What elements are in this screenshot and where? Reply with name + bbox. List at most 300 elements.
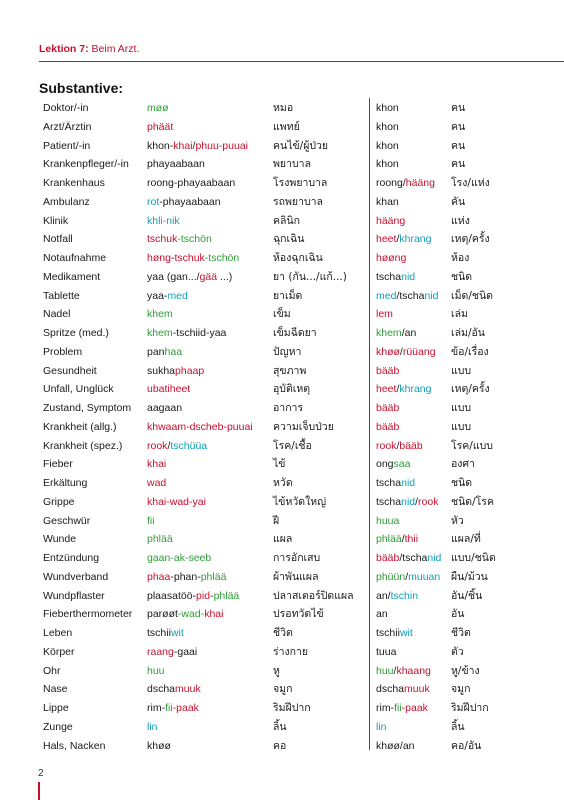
word-segment: sukha [147, 364, 176, 377]
page-marker [38, 782, 40, 800]
thai-term: แพทย์ [273, 120, 300, 133]
german-term: Gesundheit [43, 364, 97, 377]
thai-term: เข็ม [273, 308, 291, 321]
classifier-thai: ชนิด [451, 270, 473, 283]
classifier-thai: ชีวิต [451, 627, 471, 639]
word-segment: bääb [399, 439, 423, 452]
transliteration [147, 737, 171, 756]
classifier-thai: แห่ง [451, 214, 470, 227]
vocab-row [43, 530, 558, 549]
word-segment: pan [147, 345, 165, 358]
word-segment: / [393, 664, 397, 677]
german-term: Notfall [43, 233, 73, 246]
thai-term: โรค/เชื้อ [273, 439, 312, 452]
word-segment: rot [147, 195, 160, 208]
word-segment: khai [147, 458, 167, 471]
word-segment: tscha [376, 495, 402, 508]
word-segment: fii [394, 702, 402, 714]
classifier-thai: แบบ [451, 402, 472, 414]
classifier-transliteration [376, 380, 431, 399]
word-segment: khem [376, 327, 402, 339]
classifier-thai: องศา [451, 458, 475, 471]
classifier-thai: โรค/แบบ [451, 439, 493, 452]
word-segment: -tschön [204, 252, 240, 264]
word-segment: wad [147, 477, 167, 489]
transliteration [147, 493, 206, 512]
vocab-row [43, 512, 558, 531]
word-segment: raang [147, 645, 174, 658]
classifier-transliteration [376, 493, 438, 512]
word-segment: khon [376, 139, 399, 152]
word-segment: / [402, 177, 406, 189]
classifier-thai: อัน [451, 608, 465, 621]
vocab-row [43, 343, 558, 362]
word-segment: bääb [376, 420, 400, 433]
word-segment: khrang [399, 383, 432, 396]
vocab-row [43, 455, 558, 474]
classifier-transliteration [376, 230, 431, 249]
word-segment: høng [147, 252, 171, 264]
german-term: Unfall, Unglück [43, 383, 114, 396]
german-term: Krankenhaus [43, 177, 105, 189]
word-segment: khem [147, 327, 173, 339]
classifier-transliteration [376, 474, 415, 493]
transliteration [147, 549, 211, 568]
word-segment: huua [376, 514, 400, 527]
vocab-row [43, 493, 558, 512]
word-segment: bääb [376, 364, 400, 377]
classifier-transliteration [376, 605, 388, 624]
classifier-thai: คน [451, 102, 466, 114]
word-segment: phlää [147, 533, 173, 546]
classifier-thai: แบบ [451, 420, 472, 433]
word-segment: hääng [376, 214, 406, 227]
classifier-transliteration [376, 305, 393, 324]
classifier-thai: เล่ม [451, 308, 468, 321]
transliteration [147, 380, 190, 399]
word-segment: khon [376, 120, 399, 133]
word-segment: yaa- [147, 289, 168, 302]
classifier-transliteration [376, 137, 399, 156]
word-segment: ong [376, 458, 394, 471]
german-term: Zunge [43, 720, 73, 733]
word-segment: hääng [405, 177, 435, 189]
word-segment: -paak [401, 702, 428, 714]
word-segment: nid [401, 477, 416, 489]
vocab-row [43, 624, 558, 643]
vocab-row [43, 568, 558, 587]
german-term: Doktor/-in [43, 102, 89, 114]
classifier-thai: แผล/ที่ [451, 533, 481, 546]
word-segment: nid [424, 289, 439, 302]
transliteration [147, 512, 155, 531]
vocab-row [43, 230, 558, 249]
transliteration [147, 718, 158, 737]
german-term: Hals, Nacken [43, 739, 106, 752]
thai-term: พยาบาล [273, 158, 311, 171]
classifier-transliteration [376, 287, 438, 306]
transliteration [147, 324, 226, 343]
german-term: Arzt/Ärztin [43, 120, 92, 133]
word-segment: haa [164, 345, 183, 358]
german-term: Lippe [43, 702, 69, 714]
classifier-thai: หู/ข้าง [451, 664, 480, 677]
vocab-row [43, 605, 558, 624]
transliteration [147, 418, 253, 437]
word-segment: tscha [376, 477, 402, 489]
thai-term: ริมฝีปาก [273, 702, 311, 714]
german-term: Geschwür [43, 514, 91, 527]
word-segment: /an [401, 327, 417, 339]
classifier-transliteration [376, 512, 399, 531]
word-segment: bääb [376, 552, 400, 564]
word-segment: phlää [200, 570, 227, 583]
word-segment: huu [147, 664, 165, 677]
thai-term: ลิ้น [273, 720, 287, 733]
transliteration [147, 474, 166, 493]
word-segment: -wad- [177, 608, 205, 621]
word-segment: huu [376, 664, 394, 677]
thai-term: ปลาสเตอร์ปิดแผล [273, 589, 354, 602]
classifier-transliteration [376, 212, 405, 231]
word-segment: muuan [408, 570, 441, 583]
word-segment: muuk [404, 683, 430, 696]
word-segment: / [167, 439, 171, 452]
classifier-transliteration [376, 324, 416, 343]
word-segment: / [192, 139, 196, 152]
vocab-row [43, 643, 558, 662]
word-segment: / [399, 345, 403, 358]
lesson-label: Lektion 7: [39, 43, 89, 55]
word-segment: tschuk [147, 233, 178, 246]
word-segment: wit [170, 627, 184, 639]
word-segment: /tscha [399, 552, 428, 564]
thai-term: ชีวิต [273, 627, 293, 639]
word-segment: fii [147, 514, 155, 527]
word-segment: dscha [376, 683, 405, 696]
classifier-transliteration [376, 549, 441, 568]
word-segment: phlää [213, 589, 240, 602]
word-segment: møø [147, 102, 169, 114]
transliteration [147, 230, 212, 249]
word-segment: khai [204, 608, 224, 621]
word-segment: -phan- [170, 570, 201, 583]
classifier-thai: ชนิด [451, 477, 473, 489]
word-segment: tschii [147, 627, 171, 639]
word-segment: muuk [175, 683, 201, 696]
classifier-thai: ลิ้น [451, 720, 465, 733]
vocab-row [43, 155, 558, 174]
word-segment: tschin [390, 589, 419, 602]
word-segment: phaap [175, 364, 205, 377]
word-segment: khon [376, 102, 399, 114]
classifier-thai: ข้อ/เรื่อง [451, 345, 489, 358]
transliteration [147, 268, 232, 287]
classifier-transliteration [376, 718, 387, 737]
vocab-row [43, 549, 558, 568]
classifier-thai: แบบ [451, 364, 472, 377]
transliteration [147, 99, 169, 118]
vocab-row [43, 362, 558, 381]
vocab-row [43, 680, 558, 699]
german-term: Medikament [43, 270, 101, 283]
transliteration [147, 118, 173, 137]
classifier-thai: โรง/แห่ง [451, 177, 490, 189]
classifier-thai: ห้อง [451, 252, 470, 264]
transliteration [147, 399, 182, 418]
classifier-thai: คอ/อัน [451, 739, 482, 752]
word-segment: tschüüa [170, 439, 208, 452]
german-term: Leben [43, 627, 73, 639]
vocabulary-table [43, 99, 558, 755]
classifier-thai: เหตุ/ครั้ง [451, 233, 490, 246]
thai-term: ผ้าพันแผล [273, 570, 319, 583]
classifier-thai: ริมฝีปาก [451, 702, 489, 714]
vocab-row [43, 587, 558, 606]
word-segment: yaa (gan.../ [147, 270, 200, 283]
thai-term: คอ [273, 739, 287, 752]
word-segment: khøø [147, 739, 171, 752]
word-segment: plaasatöö- [147, 589, 197, 602]
classifier-transliteration [376, 530, 418, 549]
word-segment: heet [376, 383, 397, 396]
classifier-transliteration [376, 418, 399, 437]
german-term: Körper [43, 645, 75, 658]
german-term: Ohr [43, 664, 61, 677]
vocab-row [43, 662, 558, 681]
vocab-row [43, 399, 558, 418]
transliteration [147, 605, 223, 624]
word-segment: -tschiid-yaa [172, 327, 227, 339]
thai-term: ฉุกเฉิน [273, 233, 305, 246]
header-rule [39, 61, 564, 62]
word-segment: - [170, 252, 175, 264]
thai-term: ไข้หวัดใหญ่ [273, 495, 327, 508]
transliteration [147, 455, 166, 474]
word-segment: bääb [376, 402, 400, 414]
classifier-transliteration [376, 362, 399, 381]
word-segment: khrang [399, 233, 432, 246]
classifier-transliteration [376, 155, 399, 174]
thai-term: สุขภาพ [273, 364, 307, 377]
word-segment: med [376, 289, 397, 302]
thai-term: คนไข้/ผู้ป่วย [273, 139, 329, 152]
german-term: Zustand, Symptom [43, 402, 132, 414]
german-term: Entzündung [43, 552, 100, 564]
word-segment: khem [147, 308, 173, 321]
transliteration [147, 249, 239, 268]
vocab-row [43, 174, 558, 193]
thai-term: อาการ [273, 402, 304, 414]
word-segment: ...) [217, 270, 233, 283]
transliteration [147, 699, 199, 718]
vocab-row [43, 268, 558, 287]
transliteration [147, 662, 165, 681]
classifier-thai: เหตุ/ครั้ง [451, 383, 490, 396]
vocab-row [43, 437, 558, 456]
word-segment: rim- [376, 702, 395, 714]
vocab-row [43, 737, 558, 756]
thai-term: รถพยาบาล [273, 195, 323, 208]
word-segment: /tscha [396, 289, 425, 302]
classifier-thai: หัว [451, 514, 464, 527]
classifier-thai: จมูก [451, 683, 471, 696]
word-segment: an [376, 608, 388, 621]
word-segment: -tschön [177, 233, 212, 246]
transliteration [147, 174, 235, 193]
german-term: Nadel [43, 308, 71, 321]
transliteration [147, 137, 248, 156]
german-term: Tablette [43, 289, 80, 302]
word-segment: thii [404, 533, 419, 546]
transliteration [147, 624, 184, 643]
classifier-transliteration [376, 399, 399, 418]
word-segment: phäät [147, 120, 174, 133]
word-segment: khon- [147, 139, 174, 152]
german-term: Grippe [43, 495, 75, 508]
transliteration [147, 587, 239, 606]
classifier-transliteration [376, 99, 399, 118]
word-segment: rüüang [402, 345, 436, 358]
german-term: Krankheit (allg.) [43, 420, 117, 433]
classifier-transliteration [376, 118, 399, 137]
thai-term: ฝี [273, 514, 280, 527]
classifier-transliteration [376, 568, 440, 587]
word-segment: lem [376, 308, 393, 321]
classifier-transliteration [376, 662, 431, 681]
word-segment: phlää [376, 533, 402, 546]
word-segment: nid [427, 552, 442, 564]
classifier-thai: อัน/ชิ้น [451, 589, 483, 602]
classifier-thai: ผืน/ม้วน [451, 570, 488, 583]
word-segment: rook [147, 439, 168, 452]
thai-term: ไข้ [273, 458, 286, 471]
word-segment: phuu-puuai [195, 139, 248, 152]
vocab-row [43, 287, 558, 306]
word-segment: khai [173, 139, 193, 152]
word-segment: rook [418, 495, 439, 508]
word-segment: tschuk [174, 252, 205, 264]
vocab-row [43, 699, 558, 718]
vocab-row [43, 380, 558, 399]
classifier-thai: แบบ/ชนิด [451, 552, 496, 564]
classifier-thai: คน [451, 158, 466, 171]
lesson-header [39, 43, 139, 55]
word-segment: nid [401, 495, 416, 508]
vocab-row [43, 324, 558, 343]
german-term: Krankenpfleger/-in [43, 158, 129, 171]
classifier-transliteration [376, 455, 410, 474]
classifier-transliteration [376, 587, 418, 606]
classifier-thai: เล่ม/อัน [451, 327, 485, 339]
word-segment: heet [376, 233, 397, 246]
german-term: Wunde [43, 533, 77, 546]
german-term: Spritze (med.) [43, 327, 109, 339]
thai-term: ความเจ็บป่วย [273, 420, 334, 433]
german-term: Fieber [43, 458, 73, 471]
page-number: 2 [38, 768, 44, 779]
word-segment: / [396, 439, 400, 452]
word-segment: nid [401, 270, 416, 283]
transliteration [147, 193, 221, 212]
word-segment: khon [376, 158, 399, 171]
thai-term: อุบัติเหตุ [273, 383, 311, 396]
word-segment: an/ [376, 589, 391, 602]
transliteration [147, 437, 207, 456]
word-segment: phüün [376, 570, 406, 583]
thai-term: ยาเม็ด [273, 289, 303, 302]
thai-term: ยา (กัน.../แก้...) [273, 270, 347, 283]
word-segment: gaan-ak-seeb [147, 552, 212, 564]
thai-term: เข็มฉีดยา [273, 327, 317, 339]
word-segment: khøø [376, 345, 400, 358]
transliteration [147, 287, 188, 306]
word-segment: høøng [376, 252, 407, 264]
word-segment: -gaai [173, 645, 198, 658]
classifier-thai: คัน [451, 195, 466, 208]
transliteration [147, 643, 197, 662]
transliteration [147, 568, 226, 587]
classifier-transliteration [376, 268, 415, 287]
vocab-row [43, 474, 558, 493]
word-segment: / [405, 570, 409, 583]
classifier-thai: ชนิด/โรค [451, 495, 494, 508]
classifier-transliteration [376, 174, 435, 193]
vocab-row [43, 305, 558, 324]
transliteration [147, 530, 173, 549]
section-title: Substantive: [39, 80, 124, 96]
word-segment: parøøt [147, 608, 178, 621]
classifier-thai: ตัว [451, 645, 464, 658]
word-segment: pid [196, 589, 211, 602]
classifier-thai: เม็ด/ชนิด [451, 289, 493, 302]
thai-term: การอักเสบ [273, 552, 321, 564]
german-term: Wundpflaster [43, 589, 105, 602]
word-segment: phaa [147, 570, 171, 583]
german-term: Nase [43, 683, 68, 696]
word-segment: khli-nik [147, 214, 180, 227]
vocab-row [43, 118, 558, 137]
thai-term: ห้องฉุกเฉิน [273, 252, 323, 264]
vocab-row [43, 249, 558, 268]
thai-term: คลินิก [273, 214, 300, 227]
vocab-row [43, 718, 558, 737]
word-segment: khaang [396, 664, 431, 677]
german-term: Notaufnahme [43, 252, 107, 264]
german-term: Ambulanz [43, 195, 90, 208]
word-segment: saa [393, 458, 411, 471]
word-segment: / [396, 233, 400, 246]
classifier-transliteration [376, 680, 430, 699]
word-segment: phayaabaan [147, 158, 205, 171]
german-term: Krankheit (spez.) [43, 439, 123, 452]
word-segment: ubatiheet [147, 383, 191, 396]
word-segment: tschii [376, 627, 400, 639]
classifier-thai: คน [451, 120, 466, 133]
word-segment: khan [376, 195, 399, 208]
column-divider [369, 98, 370, 750]
word-segment: tuua [376, 645, 397, 658]
thai-term: หมอ [273, 102, 294, 114]
lesson-title: Beim Arzt. [91, 43, 140, 55]
vocab-row [43, 99, 558, 118]
thai-term: หู [273, 664, 280, 677]
classifier-transliteration [376, 699, 428, 718]
word-segment: khai-wad-yai [147, 495, 206, 508]
vocab-row [43, 418, 558, 437]
transliteration [147, 362, 204, 381]
classifier-thai: คน [451, 139, 466, 152]
